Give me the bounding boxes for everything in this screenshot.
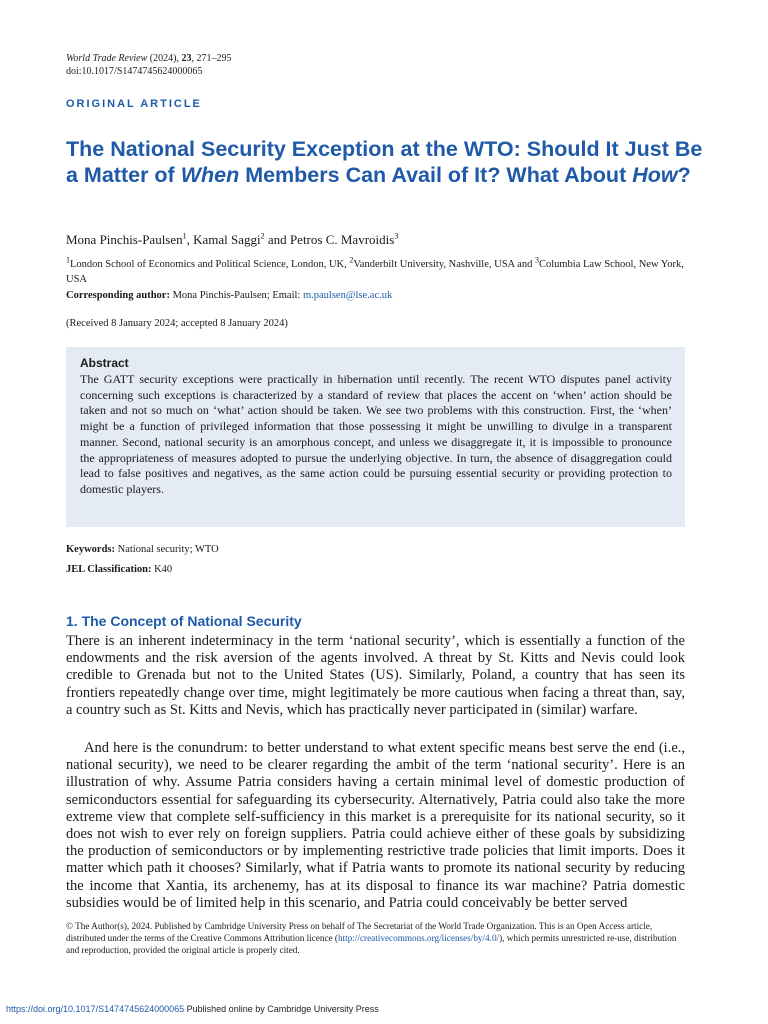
article-type-label: ORIGINAL ARTICLE	[66, 98, 202, 110]
footnote-text-2: ), which permits unrestricted re-use, distribution and reproduction, provided the original article is properly cited.	[66, 933, 677, 956]
affil-2: Vanderbilt University, Nashville, USA and	[353, 259, 535, 270]
journal-volume: 23	[181, 53, 192, 64]
published-online-text: Published online by Cambridge University Press	[184, 1004, 379, 1014]
affil-2-sup: 2	[349, 255, 354, 265]
journal-pages: , 271–295	[191, 53, 232, 64]
keywords	[66, 543, 219, 557]
copyright-footnote	[66, 920, 688, 957]
author-1-sup: 1	[182, 231, 187, 241]
affil-3-sup: 3	[534, 255, 539, 265]
author-list	[66, 232, 398, 248]
jel-classification	[66, 563, 172, 577]
jel-value: K40	[151, 564, 173, 575]
publication-bar	[6, 1004, 379, 1014]
author-2-sup: 2	[260, 231, 265, 241]
title-how: How	[632, 163, 678, 187]
journal-year: (2024),	[149, 53, 179, 64]
author-3-sup: 3	[394, 231, 399, 241]
jel-label: JEL Classification:	[66, 564, 152, 575]
journal-citation	[66, 52, 231, 78]
affil-1-sup: 1	[66, 255, 70, 265]
corresponding-label: Corresponding author:	[66, 290, 170, 301]
title-part2: Members Can Avail of It? What About	[239, 163, 633, 187]
author-2: Kamal Saggi	[193, 232, 261, 247]
affiliations	[66, 257, 686, 287]
corresponding-author	[66, 288, 392, 303]
license-link[interactable]: http://creativecommons.org/licenses/by/4.0/	[338, 933, 500, 944]
section-heading: 1. The Concept of National Security	[66, 613, 302, 629]
paragraph-2: And here is the conundrum: to better understand to what extent specific means best serve the end (i.e., national security), we need to be clearer regarding the ambit of the term ‘national security’. Here is an illustration of why. Assume Patria considers having a certain minimal level of domestic production of semiconductors essential for safeguarding its cybersecurity. Alternatively, Patria could also take the more extreme view that complete self-sufficiency in this market is a prerequisite for its national security, so it does not wish to ever rely on foreign suppliers. Patria could achieve either of these goals by subsidizing the production of semiconductors or by implementing restrictive trade policies that limit imports. Does it matter which path it chooses? Similarly, what if Patria wants to promote its national security by reducing the income that Xantia, its archenemy, has at its disposal to finance its war machine? Patria domestic subsidies would be of limited help in this scenario, and Patria could conceivably be better served	[66, 740, 685, 911]
journal-name: World Trade Review	[66, 53, 148, 64]
paragraph-1: There is an inherent indeterminacy in the term ‘national security’, which is essentially a function of the endowments and the risk aversion of the agents involved. A threat by St. Kitts and Nevis could look credible to Grenada but not to the United States (US). Similarly, Poland, a country that has seen its frontiers repeatedly change over time, might legitimately be more cautious when facing a threat than, say, a country such as St. Kitts and Nevis, which has practically never participated in (similar) warfare.	[66, 633, 685, 718]
corresponding-email-link[interactable]: m.paulsen@lse.ac.uk	[302, 290, 393, 301]
footnote-text-1: © The Author(s), 2024. Published by Cambridge University Press on behalf of The Secretariat of the World Trade Organization. This is an Open Access article, distributed under the terms of the Creative Commons Attribution licence (	[66, 921, 653, 944]
journal-doi: doi:10.1017/S1474745624000065	[66, 66, 203, 77]
doi-link[interactable]: https://doi.org/10.1017/S1474745624000065	[6, 1004, 185, 1014]
keywords-value: National security; WTO	[115, 544, 219, 555]
title-part3: ?	[677, 163, 691, 187]
abstract-heading: Abstract	[80, 356, 129, 370]
corresponding-text: Mona Pinchis-Paulsen; Email:	[169, 290, 303, 301]
affil-3: Columbia Law School, New York, USA	[66, 259, 684, 285]
abstract-body: The GATT security exceptions were practically in hibernation until recently. The recent WTO disputes panel activity concerning such exceptions is characterized by a standard of review that places the accent on ‘when’ action should be taken and not so much on ‘what’ action should be taken. We see two problems with this construction. First, the ‘when’ might be a function of privileged information that those possessing it might be unwilling to divulge in a transparent manner. Second, national security is an amorphous concept, and unless we disaggregate it, it is impossible to pronounce the appropriateness of measures adopted to pursue the underlying objective. In turn, the absence of disaggregation could lead to false positives and negatives, as the same action could be pursuing essential security or providing protection to domestic players.	[80, 372, 672, 496]
affil-1: London School of Economics and Political Science, London, UK,	[70, 259, 350, 270]
title-part1: The National Security Exception at the WTO: Should It Just Be a Matter of	[66, 137, 703, 187]
received-dates: (Received 8 January 2024; accepted 8 January 2024)	[66, 318, 288, 329]
author-sep-1: ,	[186, 232, 194, 247]
author-sep-2: and	[264, 232, 290, 247]
title-when: When	[180, 163, 240, 187]
author-1: Mona Pinchis-Paulsen	[66, 232, 183, 247]
article-title	[66, 136, 706, 188]
author-3: Petros C. Mavroidis	[289, 232, 395, 247]
keywords-label: Keywords:	[66, 544, 115, 555]
